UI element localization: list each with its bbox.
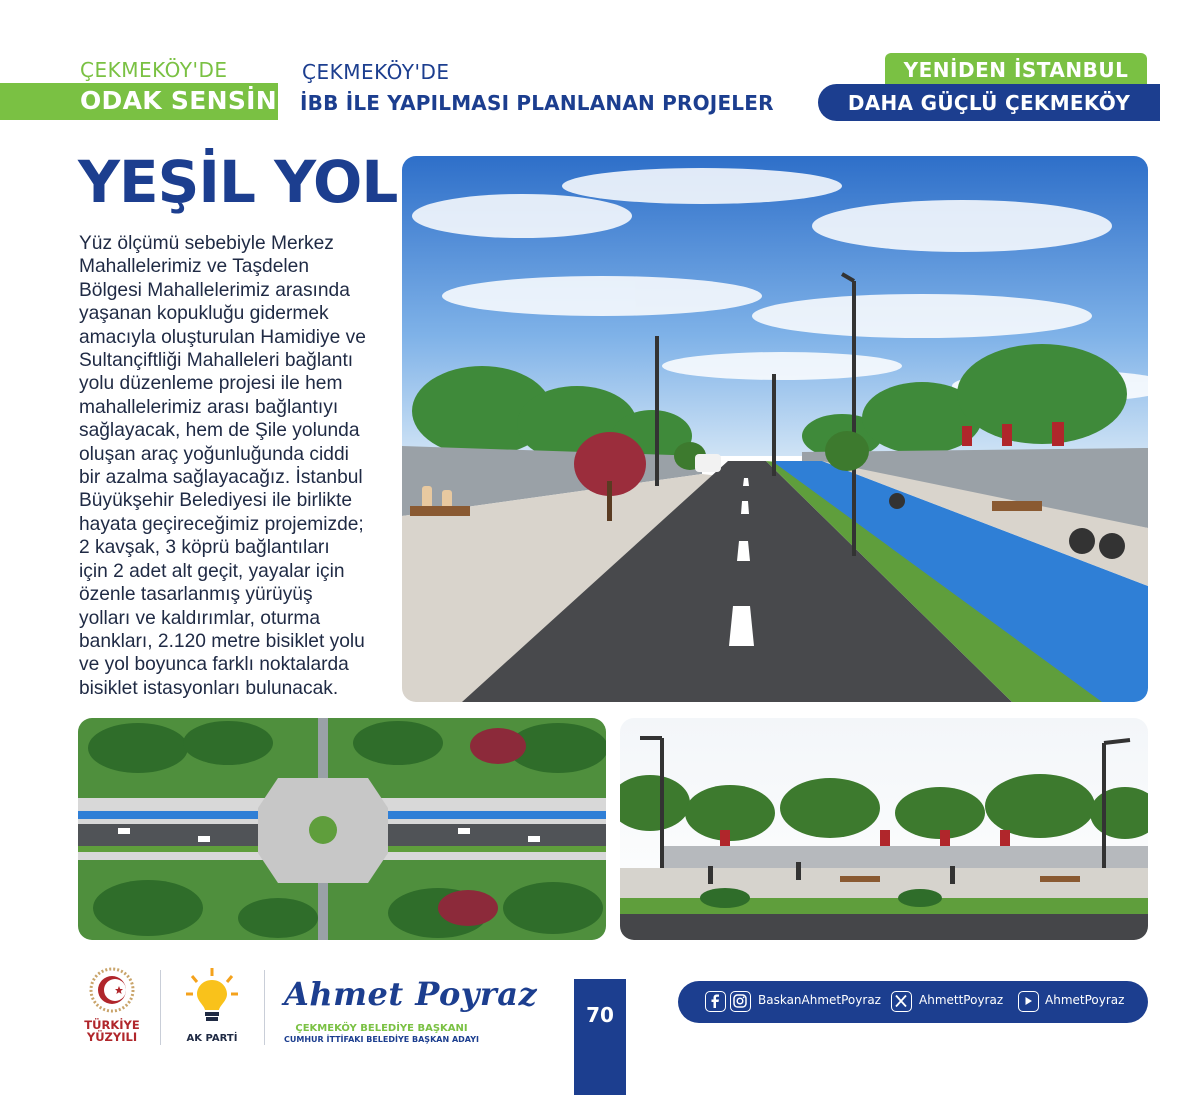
signature-title: ÇEKMEKÖY BELEDİYE BAŞKANI — [295, 1023, 468, 1034]
social-handle-youtube[interactable]: AhmetPoyraz — [1045, 993, 1125, 1007]
park-walkway-photo — [620, 718, 1148, 940]
body-line: Yüz ölçümü sebebiyle Merkez — [79, 233, 334, 254]
aerial-junction-photo — [78, 718, 606, 940]
ak-parti-label: AK PARTİ — [186, 1033, 238, 1044]
page-number: 70 — [586, 1003, 614, 1027]
turkiye-yuzyili-label: TÜRKİYE YÜZYILI — [84, 1018, 140, 1044]
body-line: Büyükşehir Belediyesi ile birlikte — [79, 490, 353, 512]
body-line: yaşanan kopukluğu gidermek — [79, 303, 329, 325]
header-left-title: ODAK SENSİN — [80, 86, 277, 115]
turkiye-yuzyili-emblem-icon — [88, 966, 136, 1014]
body-line: amacıyla oluşturulan Hamidiye ve — [79, 326, 366, 348]
article-body — [79, 232, 401, 700]
article-title: YEŞİL YOL — [78, 148, 398, 216]
x-icon[interactable] — [891, 991, 912, 1012]
page-number-tab — [574, 979, 626, 1095]
footer-divider — [160, 970, 161, 1045]
footer-divider — [264, 970, 265, 1045]
youtube-icon[interactable] — [1018, 991, 1039, 1012]
body-line: yolu düzenleme projesi ile hem — [79, 373, 343, 395]
lightbulb-icon — [184, 966, 240, 1026]
signature-name: Ahmet Poyraz — [284, 975, 538, 1013]
body-line: Sultançiftliği Mahalleleri bağlantı — [79, 350, 354, 372]
body-line: bankları, 2.120 metre bisiklet yolu — [79, 630, 365, 652]
social-media-bar — [678, 981, 1148, 1023]
body-line: mahallelerimiz arası bağlantıyı — [79, 396, 339, 418]
body-line: 2 kavşak, 3 köprü bağlantıları — [79, 537, 330, 559]
signature-subtitle: CUMHUR İTTİFAKI BELEDİYE BAŞKAN ADAYI — [284, 1035, 479, 1044]
body-line: Bölgesi Mahallelerimiz arasında — [79, 279, 350, 301]
header-center-title: İBB İLE YAPILMASI PLANLANAN PROJELER — [300, 91, 774, 115]
turkiye-yuzyili-logo — [80, 966, 144, 1043]
social-handle-facebook-instagram[interactable]: BaskanAhmetPoyraz — [758, 993, 881, 1007]
body-line: sağlayacak, hem de Şile yolunda — [79, 420, 360, 442]
header-center-kicker: ÇEKMEKÖY'DE — [302, 60, 450, 84]
body-line: yolları ve kaldırımlar, oturma — [79, 607, 320, 629]
body-line: bisiklet istasyonları bulunacak. — [79, 677, 339, 699]
header-right-badge-blue: DAHA GÜÇLÜ ÇEKMEKÖY — [818, 84, 1160, 121]
ak-parti-logo — [176, 966, 248, 1044]
body-line: Mahallelerimiz ve Taşdelen — [79, 256, 310, 278]
body-line: bir azalma sağlayacağız. İstanbul — [79, 467, 363, 489]
header-left-kicker: ÇEKMEKÖY'DE — [80, 58, 228, 82]
body-line: oluşan araç yoğunluğunda ciddi — [79, 443, 349, 465]
social-handle-x[interactable]: AhmettPoyraz — [919, 993, 1004, 1007]
body-line: ve yol boyunca farklı noktalarda — [79, 654, 349, 676]
body-line: hayata geçireceğimiz projemizde; — [79, 513, 364, 535]
road-rendering-photo — [402, 156, 1148, 702]
instagram-icon[interactable] — [730, 991, 751, 1012]
facebook-icon[interactable] — [705, 991, 726, 1012]
body-line: özenle tasarlanmış yürüyüş — [79, 584, 313, 606]
header-right-badge-green: YENİDEN İSTANBUL — [885, 53, 1147, 86]
body-line: için 2 adet alt geçit, yayalar için — [79, 560, 345, 582]
